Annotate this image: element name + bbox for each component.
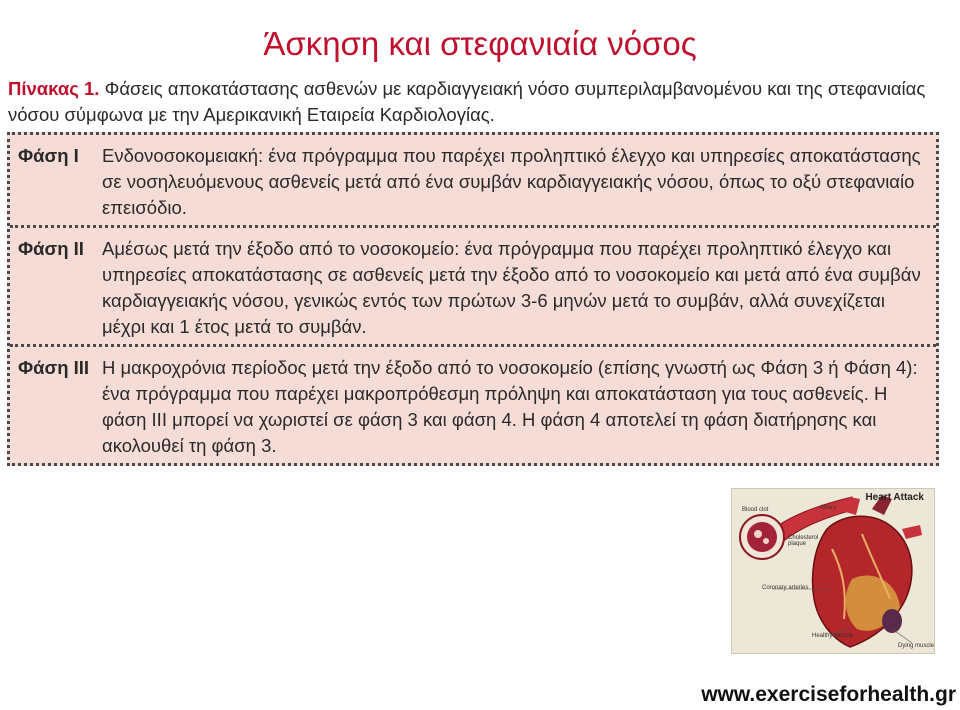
phase-description: Αμέσως μετά την έξοδο από το νοσοκομείο: ένα πρόγραμμα που παρέχει προληπτικό έλεγχο και υπηρεσίες αποκατάστασης σε ασθενείς μετά την έξοδο από το νοσοκομείο και μετά από ένα συμβάν καρδιαγγειακής νόσου, γενικώς εντός των πρώτων 3-6 μηνών μετά το συμβάν, αλλά συνεχίζεται μέχρι και 1 έτος μετά το συμβάν. <box>102 238 921 337</box>
phase-name: Φάση I <box>18 145 79 166</box>
phase-description: Ενδονοσοκομειακή: ένα πρόγραμμα που παρέχει προληπτικό έλεγχο και υπηρεσίες αποκατάστασης σε νοσηλευόμενους ασθενείς μετά από ένα συμβάν καρδιαγγειακής νόσου, όπως το οξύ στεφανιαίο επεισόδιο. <box>102 145 921 218</box>
label-artery: Artery <box>820 505 837 511</box>
phase-row-2 <box>10 225 936 344</box>
heart-attack-illustration <box>731 488 935 654</box>
phase-description: Η μακροχρόνια περίοδος μετά την έξοδο από το νοσοκομείο (επίσης γνωστή ως Φάση 3 ή Φάση 4): ένα πρόγραμμα που παρέχει μακροπρόθεσμη πρόληψη και αποκατάσταση για τους ασθενείς. Η φάση III μπορεί να χωριστεί σε φάση 3 και φάση 4. Η φάση 4 αποτελεί τη φάση διατήρησης και ακολουθεί τη φάση 3. <box>102 357 918 456</box>
phase-name: Φάση II <box>18 238 84 259</box>
caption-label: Πίνακας 1. <box>8 78 100 99</box>
label-coronary-arteries: Coronary arteries <box>762 585 809 591</box>
caption-text: Φάσεις αποκατάστασης ασθενών με καρδιαγγειακή νόσο συμπεριλαμβανομένου και της στεφανιαίας νόσου σύμφωνα με την Αμερικανική Εταιρεία Καρδιολογίας. <box>8 78 926 125</box>
label-blood-clot: Blood clot <box>742 507 769 513</box>
label-cholesterol-plaque: Cholesterol plaque <box>788 535 819 547</box>
footer-url[interactable]: www.exerciseforhealth.gr <box>701 683 956 706</box>
label-dying-muscle: Dying muscle <box>898 643 935 649</box>
phase-row-3 <box>10 344 936 463</box>
table-caption <box>8 76 948 128</box>
phases-table <box>7 132 939 466</box>
phase-row-1 <box>10 135 936 225</box>
slide-title: Άσκηση και στεφανιαία νόσος <box>263 25 697 63</box>
illustration-heading: Heart Attack <box>865 492 924 503</box>
heart-icon <box>732 489 934 653</box>
label-healthy-muscle: Healthy muscle <box>812 633 854 639</box>
phase-name: Φάση III <box>18 357 90 378</box>
